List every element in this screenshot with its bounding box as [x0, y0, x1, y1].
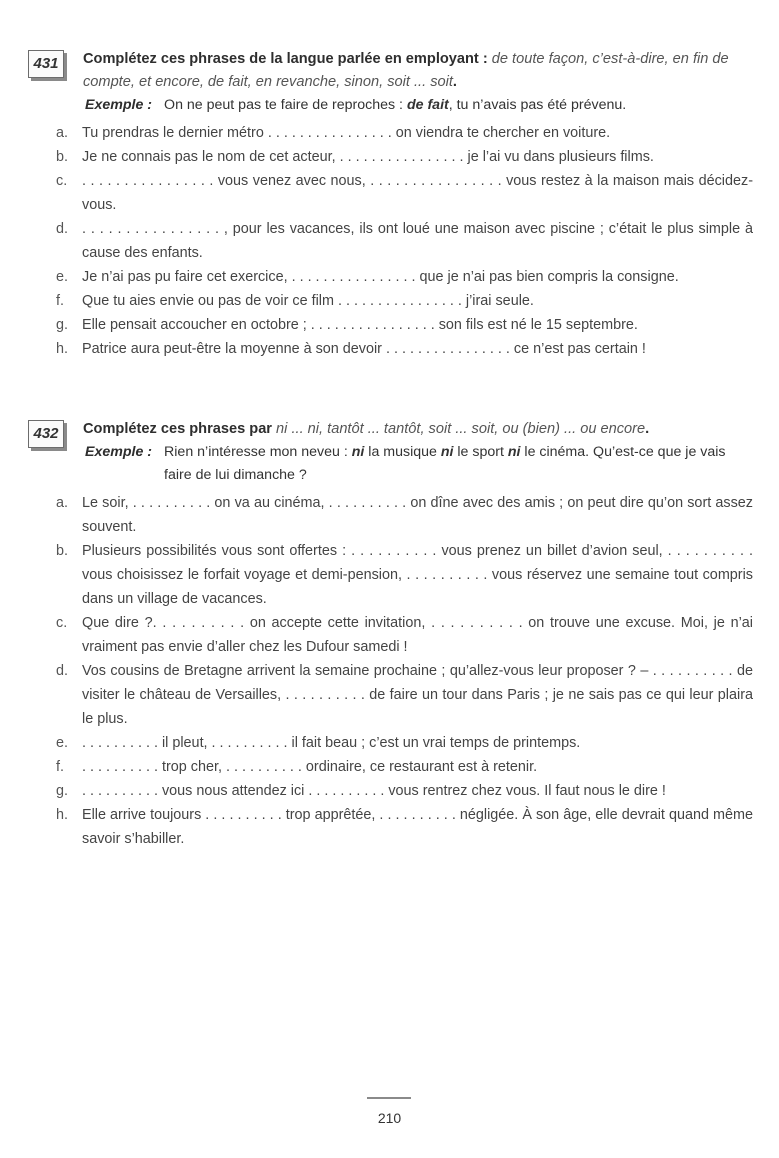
item-text: . . . . . . . . . . . . . . . . vous venez avec nous, . . . . . . . . . . . . . . . . vous restez à la maison mais décidez-vous.	[82, 173, 753, 213]
item-text: . . . . . . . . . . trop cher, . . . . . . . . . . ordinaire, ce restaurant est à retenir.	[82, 759, 538, 775]
item-letter: b.	[56, 543, 69, 559]
item-letter: a.	[56, 495, 69, 511]
list-item	[28, 265, 753, 289]
example-label: Exemple :	[85, 97, 153, 113]
item-letter: e.	[56, 735, 69, 751]
list-item	[28, 217, 753, 265]
example-label: Exemple :	[85, 444, 153, 460]
list-item	[28, 491, 753, 539]
list-item	[28, 659, 753, 731]
item-letter: h.	[56, 807, 69, 823]
item-text: Je n’ai pas pu faire cet exercice, . . . . . . . . . . . . . . . . que je n’ai pas bien compris la consigne.	[82, 269, 679, 285]
example-line	[85, 94, 753, 117]
item-text: Patrice aura peut-être la moyenne à son devoir . . . . . . . . . . . . . . . . ce n’est pas certain !	[82, 341, 646, 357]
item-letter: g.	[56, 783, 69, 799]
item-text: Tu prendras le dernier métro . . . . . . . . . . . . . . . . on viendra te chercher en voiture.	[82, 125, 611, 141]
list-item	[28, 145, 753, 169]
exercise-number-badge: 432	[28, 420, 64, 448]
list-item	[28, 611, 753, 659]
item-text: Elle arrive toujours . . . . . . . . . . trop apprêtée, . . . . . . . . . . négligée. À son âge, elle devrait quand même savoir s’habiller.	[82, 807, 753, 847]
item-text: Plusieurs possibilités vous sont offertes : . . . . . . . . . . vous prenez un billet d’avion seul, . . . . . . . . . . vous choisissez le forfait voyage et demi-pension, . . . . . . . . . . vous réservez une semaine tout compris dans un village de vacances.	[82, 543, 753, 607]
item-text: Que dire ?. . . . . . . . . . on accepte cette invitation, . . . . . . . . . . on trouve une excuse. Moi, je n’ai vraiment pas envie d’aller chez les Dufour samedi !	[82, 615, 753, 655]
list-item	[28, 779, 753, 803]
item-letter: b.	[56, 149, 69, 165]
item-text: Je ne connais pas le nom de cet acteur, . . . . . . . . . . . . . . . . je l’ai vu dans plusieurs films.	[82, 149, 654, 165]
item-text: . . . . . . . . . . . . . . . . , pour les vacances, ils ont loué une maison avec piscine ; c’était le plus simple à cause des enfants.	[82, 221, 753, 261]
example-line	[85, 441, 753, 487]
example-text	[164, 441, 753, 487]
example-answer: ni	[440, 444, 454, 460]
exercise-items	[28, 121, 753, 361]
item-letter: e.	[56, 269, 69, 285]
exercise-items	[28, 491, 753, 851]
item-letter: f.	[56, 293, 64, 309]
item-text: . . . . . . . . . . il pleut, . . . . . . . . . . il fait beau ; c’est un vrai temps de printemps.	[82, 735, 581, 751]
example-text	[164, 94, 626, 117]
item-text: Elle pensait accoucher en octobre ; . . . . . . . . . . . . . . . . son fils est né le 15 septembre.	[82, 317, 638, 333]
list-item	[28, 803, 753, 851]
example-part: Rien n’intéresse mon neveu :	[164, 444, 352, 460]
instruction-end: .	[452, 74, 457, 90]
example-part: la musique	[364, 444, 441, 460]
instruction-lead: Complétez ces phrases de la langue parlée en employant :	[83, 51, 492, 67]
list-item	[28, 337, 753, 361]
item-letter: c.	[56, 173, 68, 189]
exercise-432	[28, 418, 753, 851]
list-item	[28, 169, 753, 217]
exercise-number-badge: 431	[28, 50, 64, 78]
list-item	[28, 731, 753, 755]
list-item	[28, 755, 753, 779]
list-item	[28, 539, 753, 611]
instruction-lead: Complétez ces phrases par	[83, 421, 277, 437]
footer-divider	[367, 1097, 411, 1099]
item-letter: c.	[56, 615, 68, 631]
item-letter: h.	[56, 341, 69, 357]
item-letter: g.	[56, 317, 69, 333]
page-number: 210	[377, 1110, 402, 1126]
example-after: , tu n’avais pas été prévenu.	[448, 97, 627, 113]
example-before: On ne peut pas te faire de reproches :	[164, 97, 407, 113]
list-item	[28, 313, 753, 337]
item-letter: d.	[56, 663, 69, 679]
example-part: le cinéma. Qu’est-ce que je vais faire de lui dimanche ?	[164, 444, 726, 483]
item-text: Vos cousins de Bretagne arrivent la semaine prochaine ; qu’allez-vous leur proposer ? – . . . . . . . . . . de visiter le château de Versailles, . . . . . . . . . . de faire un tour dans Paris ; je ne sais pas ce qui leur plaira le plus.	[82, 663, 753, 727]
exercise-431	[28, 48, 753, 361]
item-text: Le soir, . . . . . . . . . . on va au cinéma, . . . . . . . . . . on dîne avec des amis ; on peut dire qu’on sort assez souvent.	[82, 495, 753, 535]
item-letter: d.	[56, 221, 69, 237]
example-answer: ni	[507, 444, 521, 460]
example-answer: de fait	[406, 97, 449, 113]
instruction-terms: de toute façon, c’est-à-dire, en fin de compte, et encore, de fait, en revanche, sinon, soit ... soit	[83, 51, 729, 90]
example-part: le sport	[453, 444, 508, 460]
item-text: . . . . . . . . . . vous nous attendez ici . . . . . . . . . . vous rentrez chez vous. Il faut nous le dire !	[82, 783, 666, 799]
instruction-terms: ni ... ni, tantôt ... tantôt, soit ... soit, ou (bien) ... ou encore	[276, 421, 646, 437]
exercise-instruction	[83, 418, 753, 441]
item-letter: f.	[56, 759, 64, 775]
item-letter: a.	[56, 125, 69, 141]
example-answer: ni	[351, 444, 365, 460]
list-item	[28, 289, 753, 313]
instruction-end: .	[645, 421, 650, 437]
item-text: Que tu aies envie ou pas de voir ce film . . . . . . . . . . . . . . . . j’irai seule.	[82, 293, 534, 309]
list-item	[28, 121, 753, 145]
exercise-instruction	[83, 48, 753, 94]
